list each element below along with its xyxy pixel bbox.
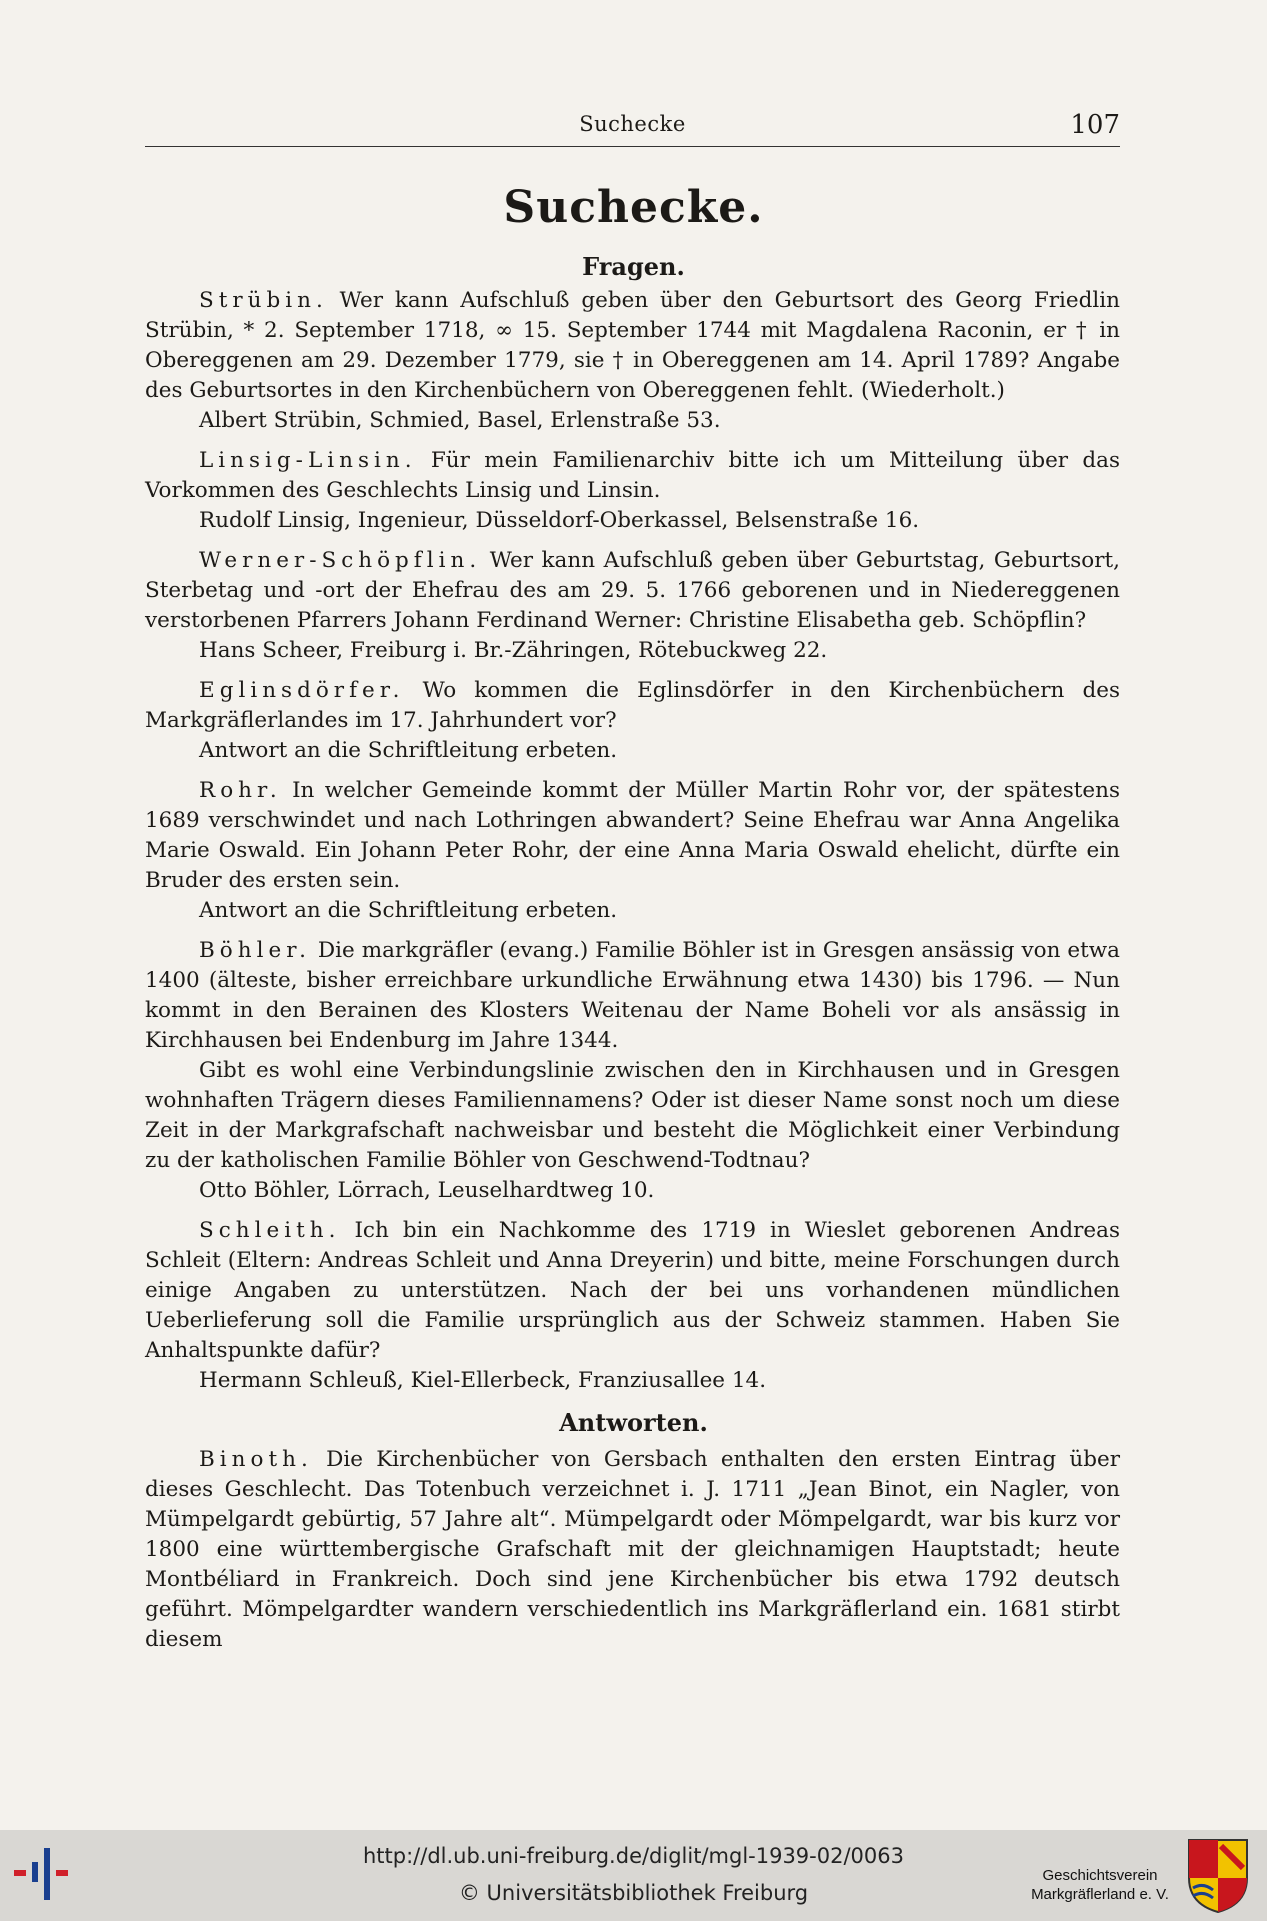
entry-schleith bbox=[145, 1216, 1120, 1396]
entry-signature: Rudolf Linsig, Ingenieur, Düsseldorf-Oberkassel, Belsenstraße 16. bbox=[199, 508, 920, 533]
page-title: Suchecke. bbox=[503, 182, 764, 233]
entry-signature: Hans Scheer, Freiburg i. Br.-Zähringen, Rötebuckweg 22. bbox=[199, 638, 828, 663]
entry-name: Strübin. bbox=[199, 288, 328, 313]
running-header bbox=[145, 110, 1120, 147]
entry-boehler bbox=[145, 936, 1120, 1206]
section-heading-fragen: Fragen. bbox=[582, 252, 685, 281]
society-name: Geschichtsverein Markgräflerland e. V. bbox=[1031, 1867, 1169, 1903]
entry-name: Linsig-Linsin. bbox=[199, 448, 417, 473]
entry-text: Die Kirchenbücher von Gersbach enthalten den ersten Eintrag über dieses Geschlecht. Das Totenbuch verzeichnet i. J. 1711 „Jean Binot, ein Nagler, von Mümpelgardt gebürtig, 57 Jahre alt“. Mümpelgardt oder Mömpelgardt, war bis kurz vor 1800 eine württembergische Grafschaft mit der gleichnamigen Hauptstadt; heute Montbéliard in Frankreich. Doch sind jene Kirchenbücher bis etwa 1792 deutsch geführt. Mömpelgardter wandern verschiedentlich ins Markgräflerland ein. 1681 stirbt diesem bbox=[145, 1447, 1120, 1652]
entry-signature: Antwort an die Schriftleitung erbeten. bbox=[199, 898, 618, 923]
entry-linsig bbox=[145, 446, 1120, 536]
entry-text: Wer kann Aufschluß geben über Geburtstag, Geburtsort, Sterbetag und -ort der Ehefrau des am 29. 5. 1766 geborenen und in Niedereggenen verstorbenen Pfarrers Johann Ferdinand Werner: Christine Elisabetha geb. Schöpflin? bbox=[145, 548, 1120, 633]
entry-text: In welcher Gemeinde kommt der Müller Martin Rohr vor, der spätestens 1689 verschwindet und nach Lothringen abwandert? Seine Ehefrau war Anna Angelika Marie Oswald. Ein Johann Peter Rohr, der eine Anna Maria Oswald ehelicht, dürfte ein Bruder des ersten sein. bbox=[145, 778, 1120, 893]
page-number: 107 bbox=[1070, 110, 1120, 140]
entry-text: Ich bin ein Nachkomme des 1719 in Wieslet geborenen Andreas Schleit (Eltern: Andreas Schleit und Anna Dreyerin) und bitte, meine Forschungen durch einige Angaben zu unterstützen. Nach der bei uns vorhandenen mündlichen Ueberlieferung soll die Familie ursprünglich aus der Schweiz stammen. Haben Sie Anhaltspunkte dafür? bbox=[145, 1218, 1120, 1363]
entry-text: Wer kann Aufschluß geben über den Geburtsort des Georg Friedlin Strübin, * 2. September 1718, ∞ 15. September 1744 mit Magdalena Raconin, er † in Obereggenen am 29. Dezember 1779, sie † in Obereggenen am 14. April 1789? Angabe des Geburtsortes in den Kirchenbüchern von Obereggenen fehlt. (Wiederholt.) bbox=[145, 288, 1120, 403]
copyright-notice: © Universitätsbibliothek Freiburg bbox=[458, 1881, 809, 1905]
entry-text: Für mein Familienarchiv bitte ich um Mitteilung über das Vorkommen des Geschlechts Linsig und Linsin. bbox=[145, 448, 1120, 503]
entry-signature: Albert Strübin, Schmied, Basel, Erlenstraße 53. bbox=[199, 408, 721, 433]
answers-body bbox=[145, 1445, 1120, 1655]
entry-signature: Hermann Schleuß, Kiel-Ellerbeck, Franziusallee 14. bbox=[199, 1368, 767, 1393]
entry-name: Rohr. bbox=[199, 778, 282, 803]
running-title: Suchecke bbox=[579, 112, 686, 136]
digitization-footer bbox=[0, 1830, 1267, 1921]
coat-of-arms-icon bbox=[1187, 1838, 1249, 1914]
entry-name: Werner-Schöpflin. bbox=[199, 548, 482, 573]
entry-signature: Otto Böhler, Lörrach, Leuselhardtweg 10. bbox=[199, 1178, 655, 1203]
entry-name: Binoth. bbox=[199, 1447, 313, 1472]
entry-rohr bbox=[145, 776, 1120, 926]
entry-binoth bbox=[145, 1445, 1120, 1655]
entry-text-continued: Gibt es wohl eine Verbindungslinie zwischen den in Kirchhausen und in Gresgen wohnhaften Trägern dieses Familiennamens? Oder ist dieser Name sonst noch um diese Zeit in der Markgrafschaft nachweisbar und besteht die Möglichkeit einer Verbindung zu der katholischen Familie Böhler von Geschwend-Todtnau? bbox=[145, 1058, 1120, 1173]
section-heading-antworten: Antworten. bbox=[559, 1408, 708, 1437]
entry-name: Schleith. bbox=[199, 1218, 341, 1243]
entry-text: Die markgräfler (evang.) Familie Böhler ist in Gresgen ansässig von etwa 1400 (älteste, bisher erreichbare urkundliche Erwähnung etwa 1430) bis 1796. — Nun kommt in den Berainen des Klosters Weitenau der Name Boheli vor als ansässig in Kirchhausen bei Endenburg im Jahre 1344. bbox=[145, 938, 1121, 1053]
entry-struebin bbox=[145, 286, 1120, 436]
entry-text: Wo kommen die Eglinsdörfer in den Kirchenbüchern des Markgräflerlandes im 17. Jahrhundert vor? bbox=[145, 678, 1120, 733]
entry-name: Eglinsdörfer. bbox=[199, 678, 405, 703]
entry-name: Böhler. bbox=[199, 938, 311, 963]
questions-body bbox=[145, 286, 1120, 1396]
entry-eglinsdoerfer bbox=[145, 676, 1120, 766]
entry-werner bbox=[145, 546, 1120, 666]
source-url-link[interactable]: http://dl.ub.uni-freiburg.de/diglit/mgl-1939-02/0063 bbox=[362, 1844, 904, 1868]
entry-signature: Antwort an die Schriftleitung erbeten. bbox=[199, 738, 618, 763]
